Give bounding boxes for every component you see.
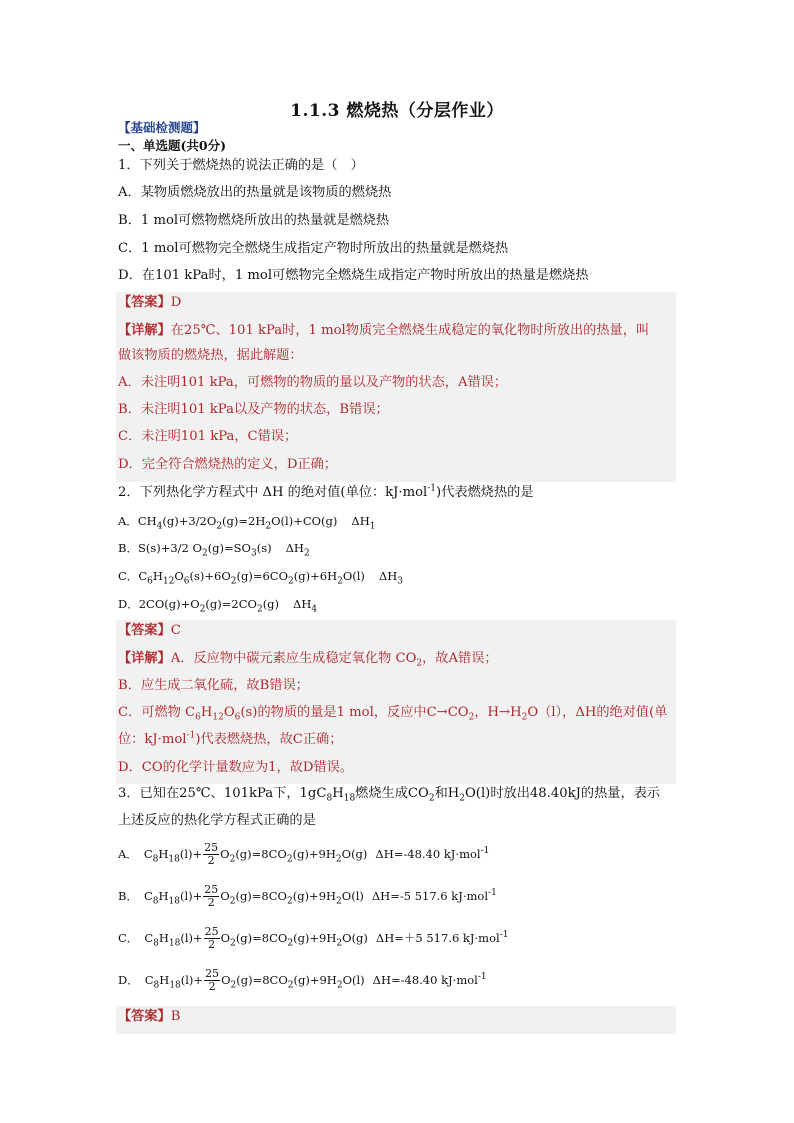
answer-value: B [170, 1009, 181, 1024]
detail-text: 位：kJ·mol$^{-1}$)代表燃烧热，故C正确； [118, 730, 343, 747]
q2-detail-b: B．应生成二氧化硫，故B错误； [118, 678, 309, 693]
q1-detail-line-1 [118, 321, 649, 341]
q2-answer [118, 621, 181, 641]
q2-option-b: B．S(s)+3/2 $O_2(g)=SO_3(s)$ $\Delta H_2$ [118, 541, 310, 559]
fraction: $\frac{25}{2}$ [204, 925, 219, 951]
q2-option-d: D．$2CO(g)+O_2(g)=2CO_2(g)$ $\Delta H_4$ [118, 597, 318, 615]
answer-tag: 【答案】 [118, 295, 171, 310]
q3-answer-block [116, 1006, 676, 1034]
detail-tag: 【详解】 [118, 323, 171, 338]
q1-detail-line-4: B．未注明101 kPa以及产物的状态，B错误； [118, 402, 389, 417]
answer-value: C [170, 623, 181, 638]
q2-stem [118, 483, 534, 503]
part-heading: 一、单选题(共0分) [118, 138, 227, 153]
q1-stem: 1．下列关于燃烧热的说法正确的是（ ） [118, 158, 364, 173]
q2-detail-c1 [118, 703, 667, 723]
q3-option-d: D． $C_8H_{18}(l)+$ $\frac{25}{2}$ $O_2(g)=8CO_2(g)+9H_2O(l)$ ΔH=-48.40 kJ·mol$^{-1}$ [118, 967, 487, 993]
fraction: $\frac{25}{2}$ [204, 841, 219, 867]
page-title: 1.1.3 燃烧热（分层作业） [290, 101, 504, 121]
q2-detail-d: D．CO的化学计量数应为1，故D错误。 [118, 760, 354, 775]
q3-option-c: C． $C_8H_{18}(l)+$ $\frac{25}{2}$ $O_2(g)=8CO_2(g)+9H_2O(g)$ ΔH=＋5 517.6 kJ·mol$^{-1}$ [118, 925, 509, 951]
q2-stem-text-end: )代表燃烧热的是 [436, 485, 534, 500]
q1-detail-line-3: A．未注明101 kPa，可燃物的物质的量以及产物的状态，A错误； [118, 375, 508, 390]
q2-detail-a [118, 649, 498, 669]
q1-detail-line-2: 做该物质的燃烧热，据此解题： [118, 348, 303, 363]
q1-detail-line-5: C．未注明101 kPa，C错误； [118, 429, 298, 444]
q2-stem-text: 2．下列热化学方程式中 ΔH 的绝对值(单位：kJ·mol [118, 485, 428, 500]
q3-stem-text: 3．已知在25℃、101kPa下，$1gC_8H_{18}$燃烧生成$CO_2$和$H_2O(l)$时放出48.40kJ的热量，表示 [118, 786, 661, 804]
q1-answer [118, 293, 181, 313]
q1-option-b: B．1 mol可燃物燃烧所放出的热量就是燃烧热 [118, 213, 390, 228]
q1-option-a: A．某物质燃烧放出的热量就是该物质的燃烧热 [118, 185, 392, 200]
detail-tag: 【详解】 [118, 651, 171, 666]
detail-text: 在25℃、101 kPa时，1 mol物质完全燃烧生成稳定的氧化物时所放出的热量，叫 [170, 323, 650, 338]
q3-answer [118, 1007, 180, 1027]
detail-text: A．反应物中碳元素应生成稳定氧化物 $CO_2$，故A错误； [170, 651, 498, 669]
answer-tag: 【答案】 [118, 623, 171, 638]
q1-detail-line-6: D．完全符合燃烧热的定义，D正确； [118, 457, 337, 472]
q2-option-a: A．$CH_4(g)+3/2O_2(g)=2H_2O(l)+CO(g)$ $\Delta H_1$ [118, 514, 376, 532]
q3-stem-line-1 [118, 784, 660, 804]
fraction: $\frac{25}{2}$ [204, 883, 219, 909]
q3-option-b: B． $C_8H_{18}(l)+$ $\frac{25}{2}$ $O_2(g)=8CO_2(g)+9H_2O(l)$ ΔH=-5 517.6 kJ·mol$^{-1}$ [118, 883, 497, 909]
detail-text: C．可燃物 $C_6H_{12}O_6(s)$的物质的量是1 mol，反应中$C\to CO_2$，$H\to H_2O(l)$，ΔH的绝对值(单 [118, 705, 668, 723]
section-label: 【基础检测题】 [118, 120, 206, 135]
q3-option-a: A． $C_8H_{18}(l)+$ $\frac{25}{2}$ $O_2(g)=8CO_2(g)+9H_2O(g)$ ΔH=-48.40 kJ·mol$^{-1}$ [118, 841, 490, 867]
q1-option-c: C．1 mol可燃物完全燃烧生成指定产物时所放出的热量就是燃烧热 [118, 241, 509, 256]
q2-detail-c2 [118, 730, 342, 750]
q2-option-c: C．$C_6H_{12}O_6(s)+6O_2(g)=6CO_2(g)+6H_2O(l)$ $\Delta H_3$ [118, 569, 404, 587]
q3-stem-line-2: 上述反应的热化学方程式正确的是 [118, 813, 316, 828]
q1-option-d: D．在101 kPa时，1 mol可燃物完全燃烧生成指定产物时所放出的热量是燃烧热 [118, 268, 589, 283]
q2-stem-sup: -1 [427, 483, 437, 494]
fraction: $\frac{25}{2}$ [205, 967, 220, 993]
answer-tag: 【答案】 [118, 1009, 171, 1024]
answer-value: D [170, 295, 182, 310]
